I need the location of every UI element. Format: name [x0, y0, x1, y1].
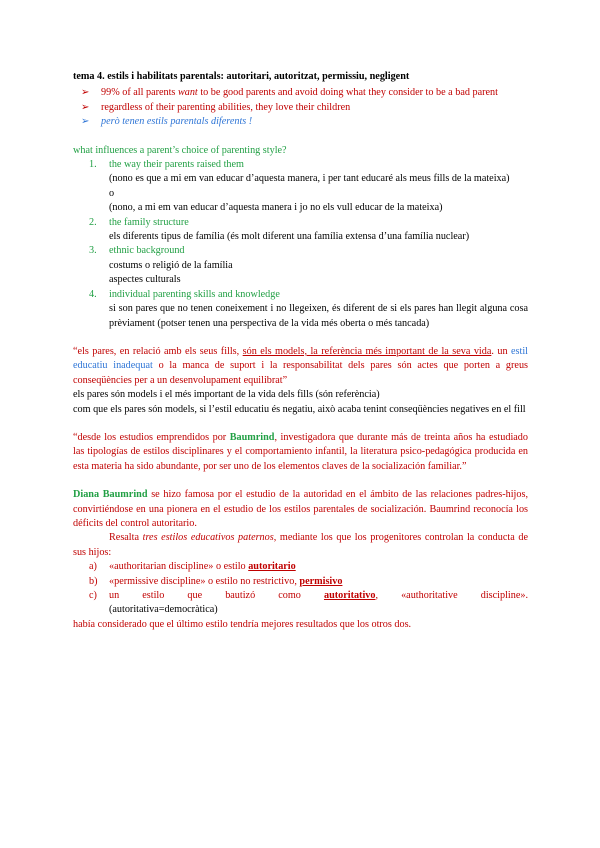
styles-list: [73, 560, 528, 618]
resalta-paragraph: Resalta tres estilos educativos paternos, mediante los que los progenitores controlan la conducta de sus hijos:: [73, 532, 528, 558]
factors-list: [73, 158, 528, 331]
arrow-bullet-icon: ➢: [81, 101, 90, 113]
bullet-item: ➢ regardless of their parenting abilities, they love their children: [73, 101, 528, 115]
note-consequences: com que els pares són models, si l’estil educatiu és negatiu, això acaba tenint conseqüències negatives en el fill: [73, 403, 526, 415]
factor-label: the family structure: [109, 216, 189, 228]
factor-label: ethnic background: [109, 245, 185, 257]
factor-item: 2. the family structure els diferents tipus de família (és molt diferent una família extensa d’una família nuclear): [73, 216, 528, 245]
factor-label: individual parenting skills and knowledge: [109, 288, 280, 300]
quote-baumrind: “desde los estudios emprendidos por Baumrind, investigadora que durante más de treinta años ha estudiado las tipologías de estilos disciplinares y el comportamiento infantil, la literatura psico-pedagógica producida en esta materia ha sido abundante, por ser uno de los elementos claves de la socialización familiar.”: [73, 431, 528, 472]
factor-label: the way their parents raised them: [109, 159, 244, 171]
style-item: b) «permissive discipline» o estilo no restrictivo, permisivo: [89, 575, 343, 587]
factor-item: 1. the way their parents raised them (nono es que a mi em van educar d’aquesta manera, i per tant educaré als meus fills de la mateixa) o (nono, a mi em van educar d’aquesta manera i jo no els vull educar de la mateixa): [73, 158, 528, 216]
document-page: [73, 70, 528, 632]
arrow-bullet-icon: ➢: [81, 87, 90, 99]
style-item: a) «authoritarian discipline» o estilo autoritario: [89, 561, 296, 573]
style-item: c) un estilo que bautizó como autoritativo, «authoritative discipline». (autoritativa=democràtica): [89, 590, 528, 616]
arrow-bullet-icon: ➢: [81, 116, 90, 128]
bullet-item: ➢ 99% of all parents want to be good parents and avoid doing what they consider to be a bad parent: [73, 86, 528, 100]
section-question: what influences a parent’s choice of parenting style?: [73, 144, 287, 156]
note-models: els pares són models i el més important de la vida dels fills (són referència): [73, 389, 380, 401]
quote-models: “els pares, en relació amb els seus fills, són els models, la referència més important de la seva vida. un estil educatiu inadequat o la manca de suport i la responsabilitat dels pares són actes que porten a greus conseqüències per a un desenvolupament equilibrat”: [73, 345, 528, 386]
diana-paragraph: Diana Baumrind se hizo famosa por el estudio de la autoridad en el ámbito de las relaciones padres-hijos, convirtiéndose en una pionera en el estudio de los estilos parentales de socialización. Baumrind reconocía los déficits del control autoritario.: [73, 489, 528, 529]
intro-bullets: [73, 86, 528, 129]
factor-item: 4. individual parenting skills and knowledge si son pares que no tenen coneixement i no llegeixen, és diferent de si els pares han llegit alguna cosa prèviament (potser tenen una perspectiva de la vida més oberta o més tancada): [89, 288, 528, 329]
factor-item: 3. ethnic background costums o religió de la família aspectes culturals: [73, 244, 528, 287]
bullet-item: ➢ però tenen estils parentals diferents !: [73, 115, 528, 129]
closing-line: había considerado que el último estilo tendría mejores resultados que los otros dos.: [73, 618, 412, 630]
document-title: tema 4. estils i habilitats parentals: autoritari, autoritzat, permissiu, negligent: [73, 71, 410, 82]
